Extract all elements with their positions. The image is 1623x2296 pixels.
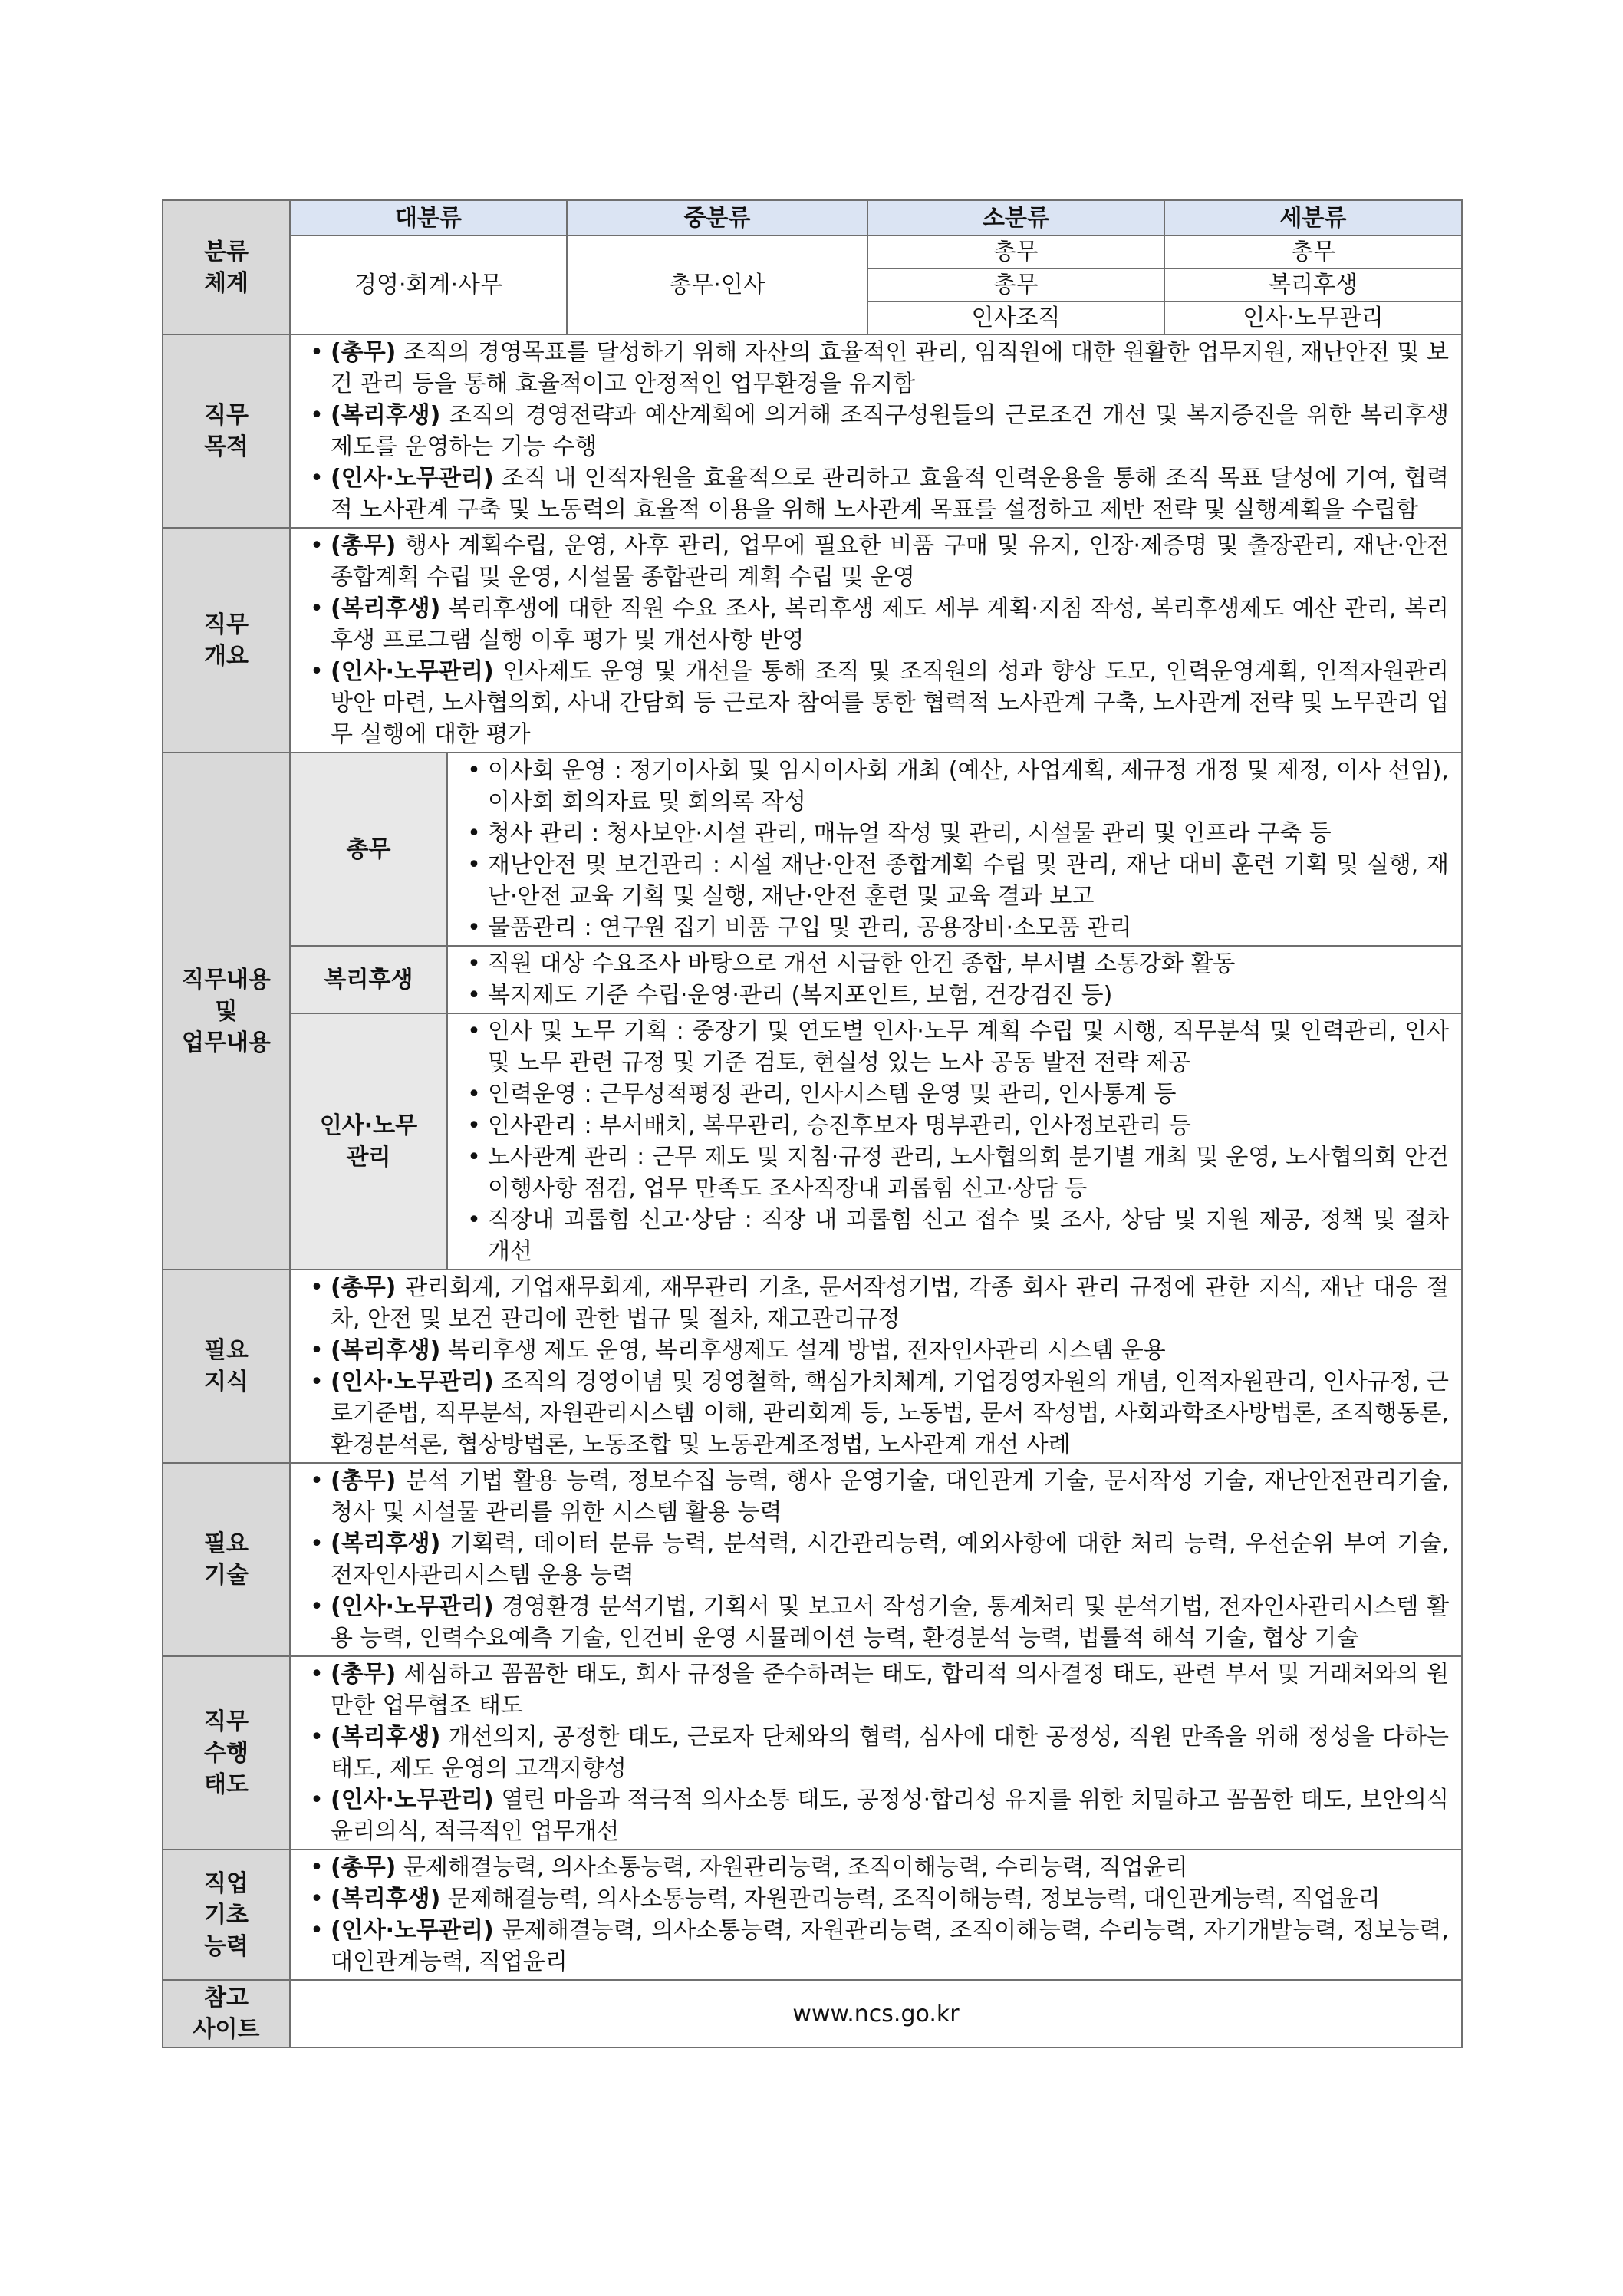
bullet-dot: •: [310, 595, 324, 622]
bullet-dot: •: [310, 1886, 324, 1912]
category-tag: (총무): [331, 532, 397, 559]
section-row: [163, 1656, 1462, 1850]
category-tag: (총무): [331, 1468, 397, 1494]
bullet-item: [303, 1883, 1449, 1915]
item-text: 조직 내 인적자원을 효율적으로 관리하고 효율적 인력운용을 통해 조직 목표 달성에 기여, 협력적 노사관계 구축 및 노동력의 효율적 이용을 위해 노사관계 목표를 설정하고 제반 전략 및 실행계획을 수립함: [331, 465, 1450, 523]
bullet-item: [460, 849, 1449, 912]
duty-row: [163, 753, 1462, 946]
bullet-dot: •: [467, 1144, 481, 1171]
bullet-text: [488, 1016, 1449, 1079]
bullet-dot: •: [310, 1369, 324, 1395]
section-content: [290, 528, 1462, 753]
bullet-item: [460, 1079, 1449, 1110]
bullet-dot: •: [467, 914, 481, 941]
bullet-dot: •: [310, 658, 324, 685]
item-text: 문제해결능력, 의사소통능력, 자원관리능력, 조직이해능력, 수리능력, 자기개발능력, 정보능력, 대인관계능력, 직업윤리: [331, 1917, 1449, 1975]
item-text: 인사제도 운영 및 개선을 통해 조직 및 조직원의 성과 향상 도모, 인력운영계획, 인적자원관리 방안 마련, 노사협의회, 사내 간담회 등 근로자 참여를 통한 협력적 노사관계 구축, 노사관계 전략 및 노무관리 업무 실행에 대한 평가: [331, 658, 1450, 748]
bullet-text: [488, 818, 1449, 849]
duty-group-content: [447, 753, 1462, 946]
section-content: [290, 334, 1462, 528]
item-text: 기획력, 데이터 분류 능력, 분석력, 시간관리능력, 예외사항에 대한 처리 능력, 우선순위 부여 기술, 전자인사관리시스템 운용 능력: [331, 1530, 1450, 1589]
bullet-text: [488, 1079, 1449, 1110]
section-row: [163, 1270, 1462, 1463]
item-text: 인사 및 노무 기획 : 중장기 및 연도별 인사·노무 계획 수립 및 시행, 직무분석 및 인력관리, 인사 및 노무 관련 규정 및 기준 검토, 현실성 있는 노사 공동 발전 전략 제공: [488, 1018, 1450, 1076]
item-text: 노사관계 관리 : 근무 제도 및 지침·규정 관리, 노사협의회 분기별 개최 및 운영, 노사협의회 안건 이행사항 점검, 업무 만족도 조사직장내 괴롭힘 신고·상담 등: [488, 1144, 1450, 1202]
header-small: 소분류: [867, 200, 1164, 236]
bullet-item: [303, 530, 1449, 593]
section-content: [290, 1850, 1462, 1980]
category-tag: (복리후생): [331, 1724, 441, 1751]
bullet-dot: •: [467, 1207, 481, 1234]
bullet-dot: •: [310, 1917, 324, 1944]
bullet-text: [331, 1659, 1449, 1721]
bullet-text: [488, 1110, 1449, 1141]
middle-category: 총무·인사: [567, 236, 867, 334]
bullet-item: [303, 593, 1449, 656]
bullet-dot: •: [467, 757, 481, 784]
bullet-dot: •: [310, 1337, 324, 1364]
bullet-item: [460, 1110, 1449, 1141]
bullet-item: [303, 337, 1449, 400]
section-row: [163, 1463, 1462, 1656]
item-text: 물품관리 : 연구원 집기 비품 구입 및 관리, 공용장비·소모품 관리: [488, 914, 1132, 941]
item-text: 조직의 경영이념 및 경영철학, 핵심가치체계, 기업경영자원의 개념, 인적자원관리, 인사규정, 근로기준법, 직무분석, 자원관리시스템 이해, 관리회계 등, 노동법, 문서 작성법, 사회과학조사방법론, 조직행동론, 환경분석론, 협상방법론, 노동조합 및 노동관계조정법, 노사관계 개선 사례: [331, 1369, 1450, 1458]
bullet-item: [303, 1528, 1449, 1591]
reference-row: [163, 1980, 1462, 2047]
bullet-dot: •: [310, 532, 324, 559]
bullet-text: [331, 1852, 1449, 1883]
bullet-item: [460, 1016, 1449, 1079]
category-tag: (인사·노무관리): [331, 1369, 494, 1395]
classification-label: 분류 체계: [163, 200, 290, 334]
duty-group-content: [447, 1013, 1462, 1270]
bullet-item: [460, 912, 1449, 944]
item-text: 세심하고 꼼꼼한 태도, 회사 규정을 준수하려는 태도, 합리적 의사결정 태도, 관련 부서 및 거래처와의 원만한 업무협조 태도: [331, 1661, 1450, 1719]
category-tag: (인사·노무관리): [331, 1593, 494, 1620]
bullet-item: [303, 1335, 1449, 1366]
bullet-item: [303, 1852, 1449, 1883]
item-text: 인력운영 : 근무성적평정 관리, 인사시스템 운영 및 관리, 인사통계 등: [488, 1081, 1177, 1108]
duty-group-label: 인사·노무 관리: [290, 1013, 447, 1270]
item-text: 복리후생 제도 운영, 복리후생제도 설계 방법, 전자인사관리 시스템 운용: [447, 1337, 1166, 1364]
item-text: 직장내 괴롭힘 신고·상담 : 직장 내 괴롭힘 신고 접수 및 조사, 상담 및 지원 제공, 정책 및 절차 개선: [488, 1207, 1450, 1265]
bullet-dot: •: [467, 820, 481, 847]
bullet-item: [460, 1141, 1449, 1204]
bullet-dot: •: [310, 1468, 324, 1494]
bullet-text: [331, 1915, 1449, 1978]
duty-group-content: [447, 946, 1462, 1013]
small-category: 인사조직: [867, 301, 1164, 334]
duty-group-label: 복리후생: [290, 946, 447, 1013]
category-tag: (복리후생): [331, 1530, 441, 1557]
bullet-text: [331, 400, 1449, 463]
bullet-item: [460, 1204, 1449, 1267]
item-text: 열린 마음과 적극적 의사소통 태도, 공정성·합리성 유지를 위한 치밀하고 꼼꼼한 태도, 보안의식 윤리의식, 적극적인 업무개선: [331, 1787, 1450, 1845]
item-text: 이사회 운영 : 정기이사회 및 임시이사회 개최 (예산, 사업계획, 제규정 개정 및 제정, 이사 선임), 이사회 회의자료 및 회의록 작성: [488, 757, 1450, 815]
job-description-table: [162, 199, 1463, 2048]
item-text: 문제해결능력, 의사소통능력, 자원관리능력, 조직이해능력, 정보능력, 대인관계능력, 직업윤리: [447, 1886, 1381, 1912]
bullet-text: [331, 1528, 1449, 1591]
category-tag: (복리후생): [331, 402, 441, 429]
category-tag: (총무): [331, 1661, 397, 1688]
bullet-dot: •: [467, 1018, 481, 1045]
bullet-dot: •: [310, 465, 324, 492]
bullet-item: [303, 1366, 1449, 1461]
bullet-item: [460, 980, 1449, 1011]
category-tag: (총무): [331, 1854, 397, 1881]
small-category: 총무: [867, 268, 1164, 301]
bullet-text: [331, 1366, 1449, 1461]
bullet-item: [460, 818, 1449, 849]
ncs-job-description: [162, 199, 1461, 2048]
detail-category: 인사·노무관리: [1164, 301, 1462, 334]
bullet-text: [331, 463, 1449, 525]
duties-label: 직무내용 및 업무내용: [163, 753, 290, 1270]
duty-row: [163, 1013, 1462, 1270]
category-tag: (총무): [331, 1274, 397, 1301]
reference-label: 참고 사이트: [163, 1980, 290, 2047]
bullet-item: [303, 1915, 1449, 1978]
section-row: [163, 1850, 1462, 1980]
bullet-text: [488, 1204, 1449, 1267]
category-tag: (인사·노무관리): [331, 1787, 494, 1813]
category-tag: (복리후생): [331, 595, 441, 622]
bullet-item: [303, 1465, 1449, 1528]
bullet-text: [331, 1883, 1449, 1915]
header-detail: 세분류: [1164, 200, 1462, 236]
item-text: 복리후생에 대한 직원 수요 조사, 복리후생 제도 세부 계획·지침 작성, 복리후생제도 예산 관리, 복리후생 프로그램 실행 이후 평가 및 개선사항 반영: [331, 595, 1449, 654]
duty-group-label: 총무: [290, 753, 447, 946]
section-content: [290, 1656, 1462, 1850]
bullet-text: [331, 593, 1449, 656]
bullet-text: [331, 1591, 1449, 1654]
section-content: [290, 1463, 1462, 1656]
category-tag: (인사·노무관리): [331, 465, 494, 492]
bullet-text: [331, 1721, 1449, 1784]
bullet-text: [331, 530, 1449, 593]
section-label: 직무 개요: [163, 528, 290, 753]
category-tag: (복리후생): [331, 1886, 441, 1912]
bullet-dot: •: [310, 1593, 324, 1620]
reference-url: www.ncs.go.kr: [290, 1980, 1462, 2047]
bullet-item: [303, 1591, 1449, 1654]
bullet-text: [488, 912, 1449, 944]
bullet-item: [303, 1272, 1449, 1335]
bullet-dot: •: [310, 1530, 324, 1557]
major-category: 경영·회계·사무: [290, 236, 567, 334]
item-text: 경영환경 분석기법, 기획서 및 보고서 작성기술, 통계처리 및 분석기법, 전자인사관리시스템 활용 능력, 인력수요예측 기술, 인건비 운영 시뮬레이션 능력, 환경분석 능력, 법률적 해석 기술, 협상 기술: [331, 1593, 1449, 1652]
item-text: 청사 관리 : 청사보안·시설 관리, 매뉴얼 작성 및 관리, 시설물 관리 및 인프라 구축 등: [488, 820, 1332, 847]
bullet-dot: •: [467, 950, 481, 977]
bullet-text: [331, 1272, 1449, 1335]
bullet-text: [331, 1335, 1449, 1366]
header-major: 대분류: [290, 200, 567, 236]
item-text: 행사 계획수립, 운영, 사후 관리, 업무에 필요한 비품 구매 및 유지, 인장·제증명 및 출장관리, 재난·안전 종합계획 수립 및 운영, 시설물 종합관리 계획 수립 및 운영: [331, 532, 1450, 591]
section-label: 직무 수행 태도: [163, 1656, 290, 1850]
category-tag: (인사·노무관리): [331, 1917, 494, 1944]
bullet-dot: •: [310, 1787, 324, 1813]
item-text: 직원 대상 수요조사 바탕으로 개선 시급한 안건 종합, 부서별 소통강화 활동: [488, 950, 1236, 977]
bullet-text: [488, 849, 1449, 912]
bullet-item: [460, 948, 1449, 980]
bullet-item: [460, 755, 1449, 818]
bullet-text: [488, 1141, 1449, 1204]
header-middle: 중분류: [567, 200, 867, 236]
bullet-item: [303, 1784, 1449, 1847]
section-label: 필요 지식: [163, 1270, 290, 1463]
bullet-text: [331, 1784, 1449, 1847]
bullet-dot: •: [467, 982, 481, 1009]
item-text: 복지제도 기준 수립·운영·관리 (복지포인트, 보험, 건강검진 등): [488, 982, 1113, 1009]
bullet-text: [331, 1465, 1449, 1528]
item-text: 관리회계, 기업재무회계, 재무관리 기초, 문서작성기법, 각종 회사 관리 규정에 관한 지식, 재난 대응 절차, 안전 및 보건 관리에 관한 법규 및 절차, 재고관리규정: [331, 1274, 1450, 1332]
bullet-dot: •: [467, 852, 481, 878]
bullet-text: [488, 948, 1449, 980]
bullet-dot: •: [467, 1081, 481, 1108]
bullet-item: [303, 656, 1449, 750]
duty-row: [163, 946, 1462, 1013]
item-text: 재난안전 및 보건관리 : 시설 재난·안전 종합계획 수립 및 관리, 재난 대비 훈련 기획 및 실행, 재난·안전 교육 기획 및 실행, 재난·안전 훈련 및 교육 결과 보고: [488, 852, 1450, 910]
detail-category: 복리후생: [1164, 268, 1462, 301]
section-label: 직무 목적: [163, 334, 290, 528]
bullet-text: [488, 980, 1449, 1011]
item-text: 조직의 경영전략과 예산계획에 의거해 조직구성원들의 근로조건 개선 및 복지증진을 위한 복리후생 제도를 운영하는 기능 수행: [331, 402, 1450, 460]
bullet-text: [331, 337, 1449, 400]
item-text: 개선의지, 공정한 태도, 근로자 단체와의 협력, 심사에 대한 공정성, 직원 만족을 위해 정성을 다하는 태도, 제도 운영의 고객지향성: [331, 1724, 1449, 1782]
bullet-dot: •: [310, 402, 324, 429]
bullet-text: [331, 656, 1449, 750]
detail-category: 총무: [1164, 236, 1462, 268]
small-category: 총무: [867, 236, 1164, 268]
bullet-dot: •: [310, 1854, 324, 1881]
bullet-item: [303, 1659, 1449, 1721]
category-tag: (총무): [331, 339, 397, 366]
item-text: 분석 기법 활용 능력, 정보수집 능력, 행사 운영기술, 대인관계 기술, 문서작성 기술, 재난안전관리기술, 청사 및 시설물 관리를 위한 시스템 활용 능력: [331, 1468, 1449, 1526]
bullet-item: [303, 1721, 1449, 1784]
item-text: 조직의 경영목표를 달성하기 위해 자산의 효율적인 관리, 임직원에 대한 원활한 업무지원, 재난안전 및 보건 관리 등을 통해 효율적이고 안정적인 업무환경을 유지함: [331, 339, 1450, 397]
bullet-dot: •: [310, 1724, 324, 1751]
category-tag: (복리후생): [331, 1337, 441, 1364]
section-row: [163, 334, 1462, 528]
item-text: 문제해결능력, 의사소통능력, 자원관리능력, 조직이해능력, 수리능력, 직업윤리: [403, 1854, 1188, 1881]
section-label: 직업 기초 능력: [163, 1850, 290, 1980]
section-content: [290, 1270, 1462, 1463]
bullet-item: [303, 463, 1449, 525]
category-tag: (인사·노무관리): [331, 658, 494, 685]
bullet-dot: •: [310, 1661, 324, 1688]
bullet-item: [303, 400, 1449, 463]
section-label: 필요 기술: [163, 1463, 290, 1656]
bullet-dot: •: [310, 1274, 324, 1301]
bullet-dot: •: [467, 1112, 481, 1139]
item-text: 인사관리 : 부서배치, 복무관리, 승진후보자 명부관리, 인사정보관리 등: [488, 1112, 1191, 1139]
section-row: [163, 528, 1462, 753]
bullet-dot: •: [310, 339, 324, 366]
bullet-text: [488, 755, 1449, 818]
